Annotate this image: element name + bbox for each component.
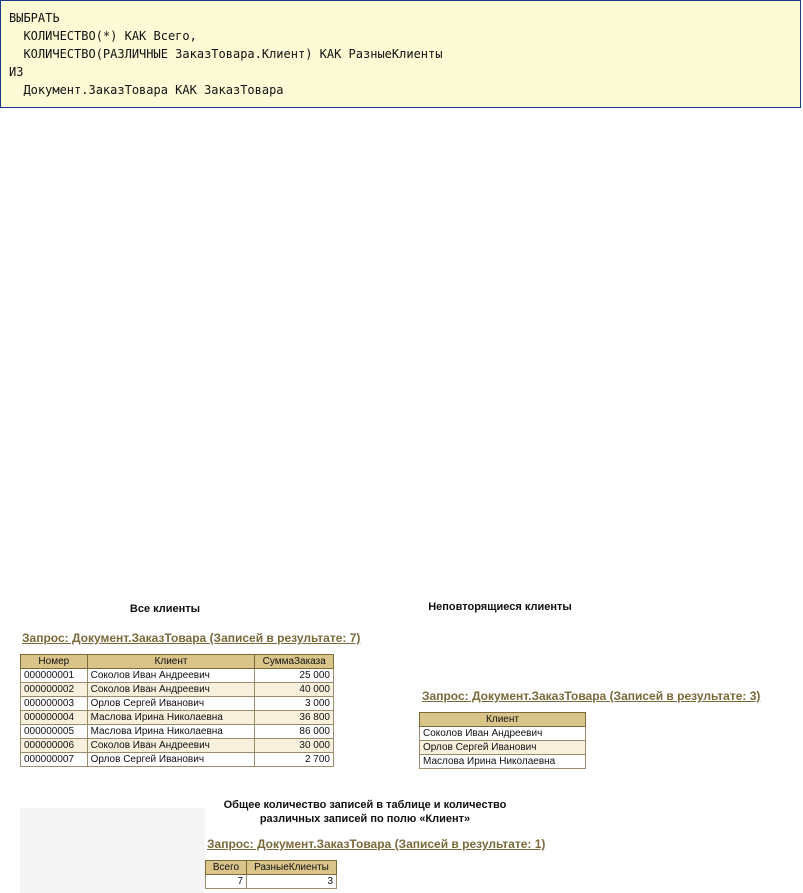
column-header: СуммаЗаказа: [255, 655, 334, 669]
table-row: [420, 741, 586, 755]
table-row: [21, 725, 334, 739]
table-cell: 000000005: [21, 725, 88, 739]
all-clients-caption: Все клиенты: [129, 603, 201, 615]
table-cell: 86 000: [255, 725, 334, 739]
table-row: [21, 697, 334, 711]
distinct-clients-query-title: Запрос: Документ.ЗаказТовара (Записей в результате: 3): [422, 689, 761, 703]
table-row: [21, 669, 334, 683]
code-line: ИЗ: [9, 65, 24, 79]
table-cell: 2 700: [255, 753, 334, 767]
table-cell: 3: [247, 875, 337, 889]
table-cell: Соколов Иван Андреевич: [87, 669, 255, 683]
all-clients-query-title: Запрос: Документ.ЗаказТовара (Записей в результате: 7): [22, 631, 361, 645]
table-row: [420, 727, 586, 741]
table-row: [420, 755, 586, 769]
table-cell: Маслова Ирина Николаевна: [87, 711, 255, 725]
table-row: [21, 753, 334, 767]
table-cell: Орлов Сергей Иванович: [87, 697, 255, 711]
column-header: РазныеКлиенты: [247, 861, 337, 875]
table-cell: 40 000: [255, 683, 334, 697]
table-row: [21, 711, 334, 725]
table-cell: Соколов Иван Андреевич: [87, 739, 255, 753]
table-cell: Орлов Сергей Иванович: [87, 753, 255, 767]
all-clients-table: [20, 654, 334, 767]
totals-caption: [210, 798, 520, 826]
query-code-box: [0, 0, 801, 108]
column-header: Клиент: [87, 655, 255, 669]
table-cell: 000000007: [21, 753, 88, 767]
table-cell: Маслова Ирина Николаевна: [420, 755, 586, 769]
totals-query-title: Запрос: Документ.ЗаказТовара (Записей в результате: 1): [207, 837, 546, 851]
distinct-clients-table: [419, 712, 586, 769]
totals-caption-line: различных записей по полю «Клиент»: [259, 813, 471, 825]
table-cell: 000000004: [21, 711, 88, 725]
totals-caption-line: Общее количество записей в таблице и количество: [223, 799, 507, 811]
table-cell: 000000002: [21, 683, 88, 697]
column-header: Всего: [206, 861, 247, 875]
column-header: Номер: [21, 655, 88, 669]
table-cell: Орлов Сергей Иванович: [420, 741, 586, 755]
column-header: Клиент: [420, 713, 586, 727]
table-row: [21, 739, 334, 753]
table-cell: 000000001: [21, 669, 88, 683]
table-row: [21, 683, 334, 697]
table-cell: Соколов Иван Андреевич: [420, 727, 586, 741]
table-cell: Маслова Ирина Николаевна: [87, 725, 255, 739]
blank-panel: [20, 808, 205, 893]
code-line: ВЫБРАТЬ: [9, 11, 60, 25]
code-line: Документ.ЗаказТовара КАК ЗаказТовара: [9, 83, 284, 97]
table-cell: 25 000: [255, 669, 334, 683]
totals-table: [205, 860, 337, 889]
table-cell: 000000006: [21, 739, 88, 753]
distinct-clients-caption: Неповторящиеся клиенты: [428, 601, 572, 613]
table-cell: 7: [206, 875, 247, 889]
code-line: КОЛИЧЕСТВО(*) КАК Всего,: [9, 29, 197, 43]
table-cell: 30 000: [255, 739, 334, 753]
table-cell: 3 000: [255, 697, 334, 711]
table-cell: Соколов Иван Андреевич: [87, 683, 255, 697]
table-cell: 36 800: [255, 711, 334, 725]
code-line: КОЛИЧЕСТВО(РАЗЛИЧНЫЕ ЗаказТовара.Клиент) КАК РазныеКлиенты: [9, 47, 443, 61]
table-row: [206, 875, 337, 889]
table-cell: 000000003: [21, 697, 88, 711]
